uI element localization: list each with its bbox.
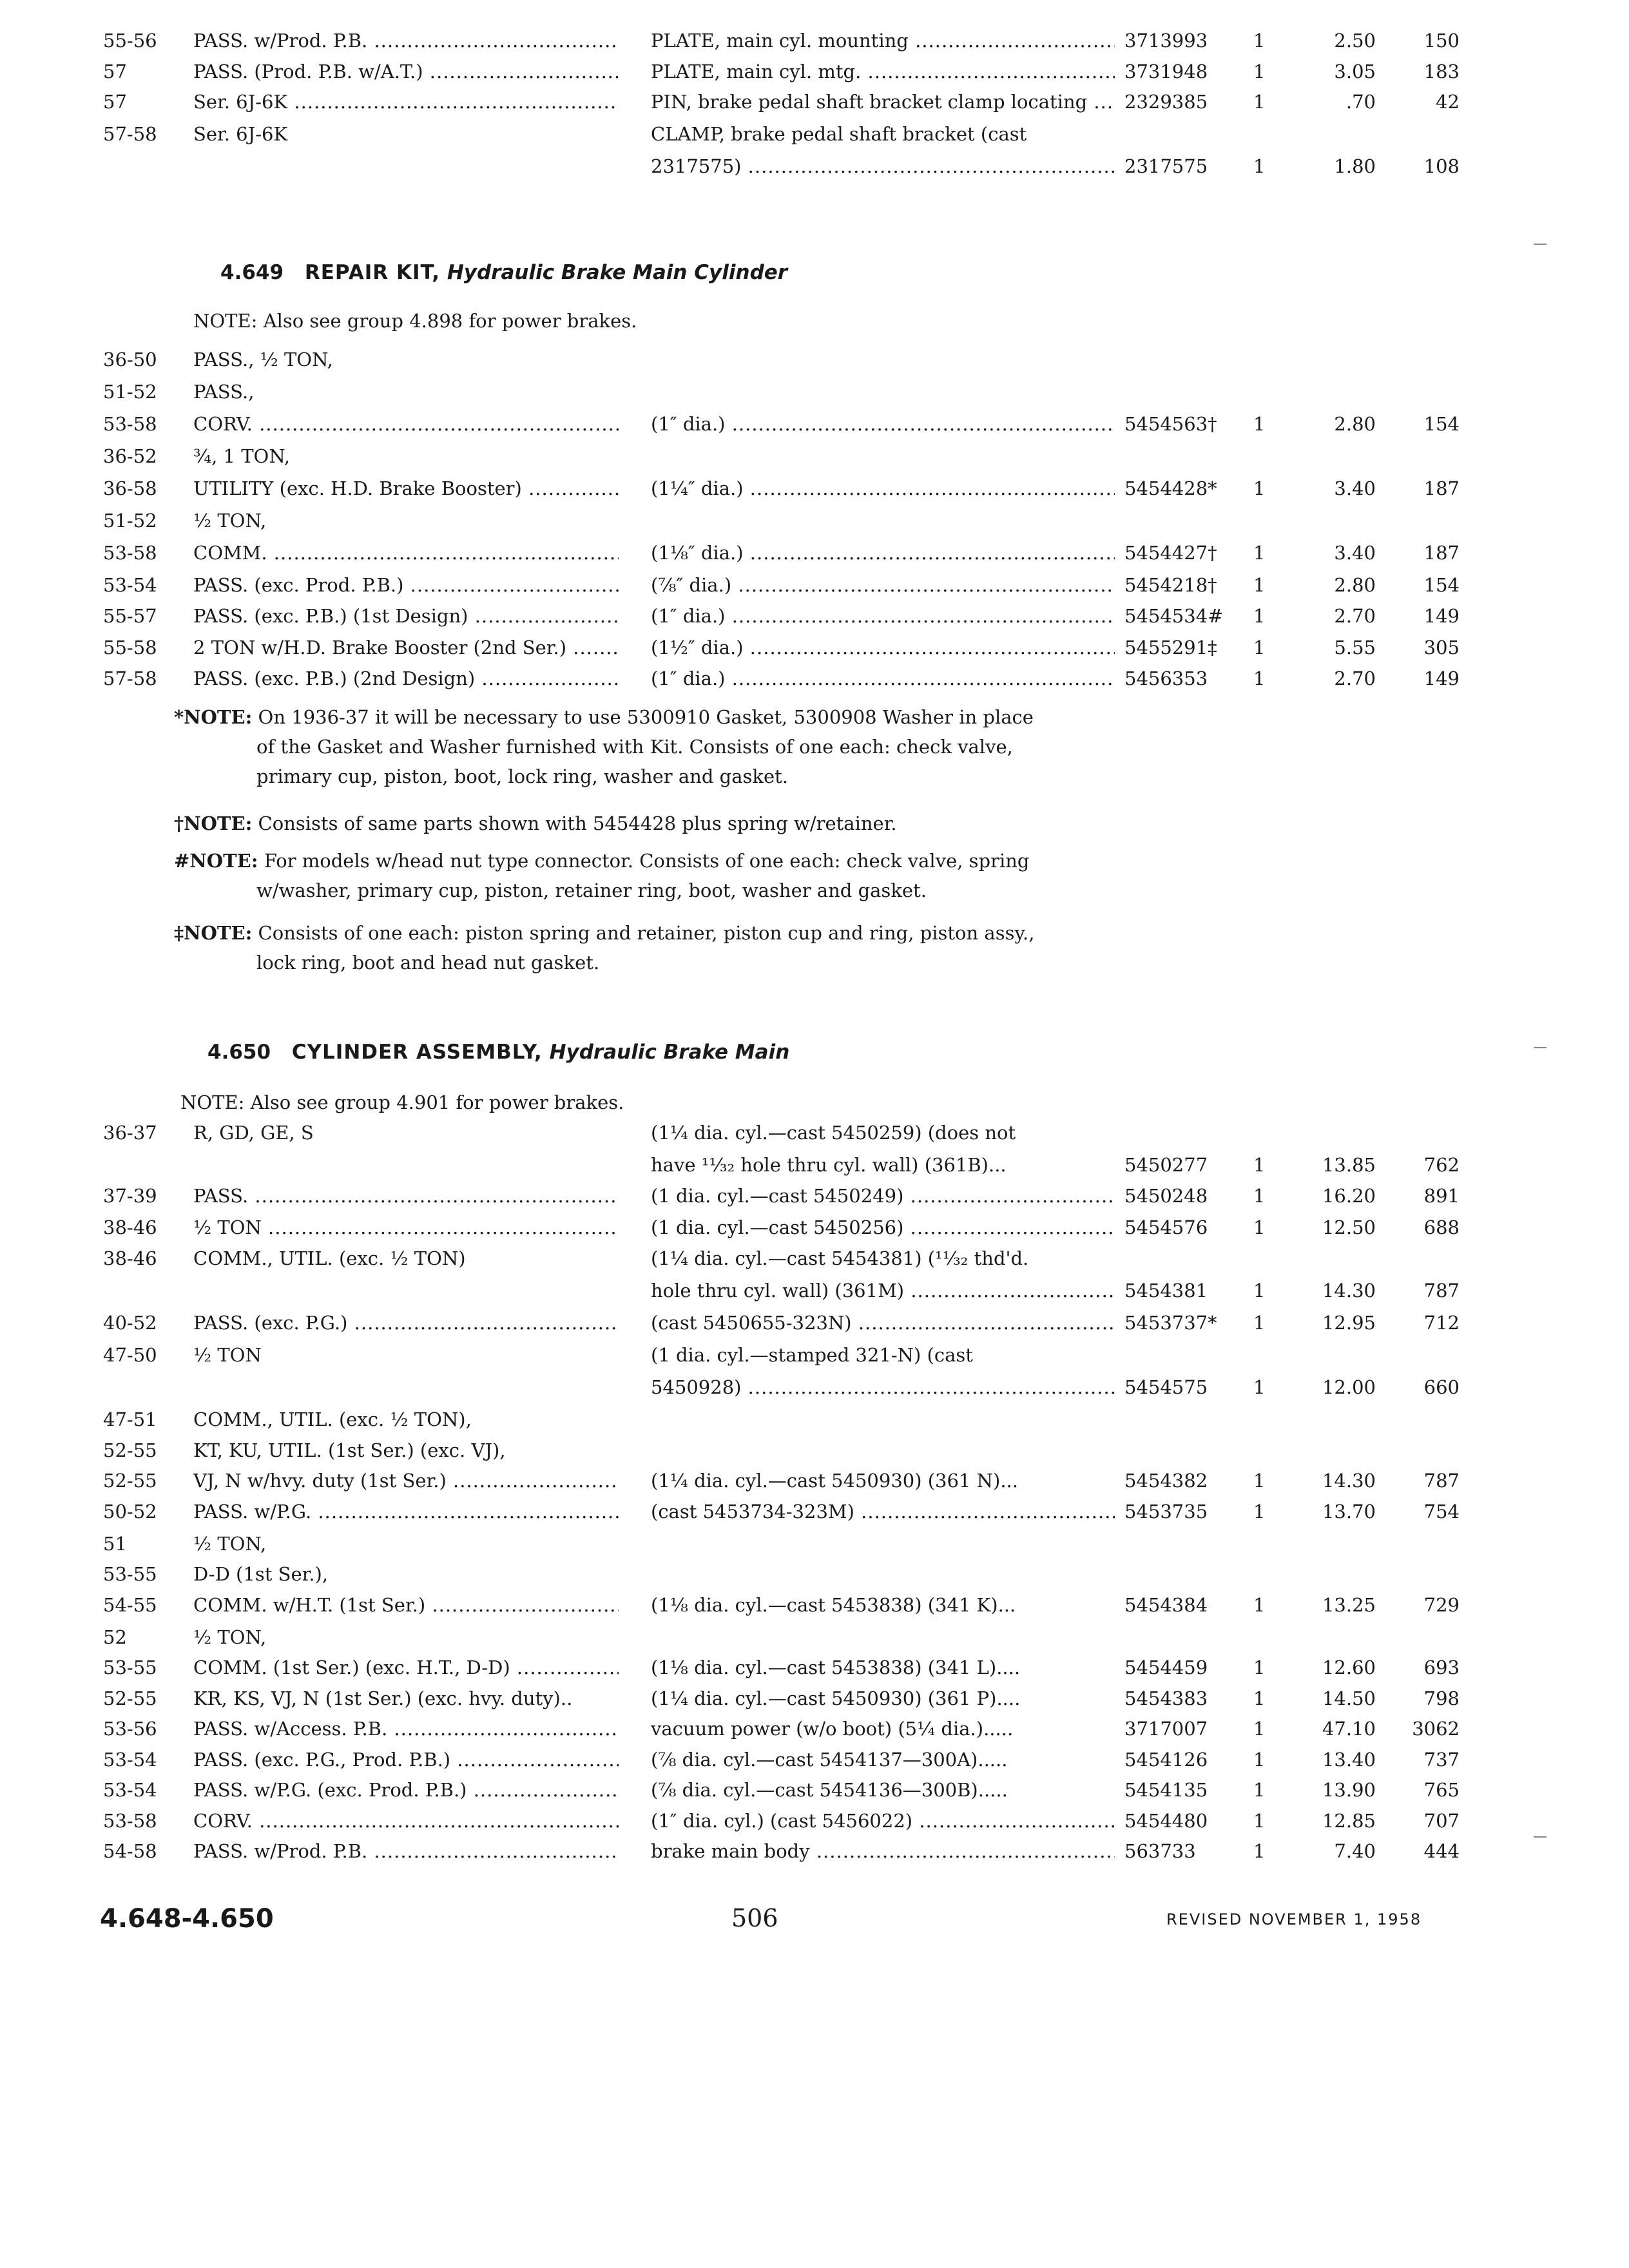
year-range: 36-50	[103, 349, 157, 370]
table-row	[0, 601, 1629, 631]
dealer-price: 13.90	[1322, 1779, 1376, 1801]
part-number: 5454576	[1124, 1216, 1208, 1238]
part-number: 3713993	[1124, 30, 1208, 52]
dealer-price: 12.00	[1322, 1376, 1376, 1398]
year-range: 55-58	[103, 637, 157, 658]
year-range: 57-58	[103, 123, 157, 145]
part-description: (⅞″ dia.) .....	[651, 570, 1115, 600]
year-range: 53-55	[103, 1563, 157, 1585]
footnote-text: For models w/head nut type connector. Consists of one each: check valve, spring	[264, 850, 1030, 872]
list-price: 688	[1423, 1216, 1460, 1238]
part-description: (cast 5453734-323M) .....	[651, 1497, 1115, 1526]
model-application: COMM. (1st Ser.) (exc. H.T., D-D) .....	[193, 1653, 619, 1682]
footnote	[174, 846, 1115, 905]
quantity: 1	[1253, 1749, 1266, 1771]
table-row	[0, 409, 1629, 439]
dealer-price: 7.40	[1334, 1840, 1376, 1862]
list-price: 712	[1423, 1312, 1460, 1334]
model-application: ½ TON,	[193, 510, 267, 532]
part-number: 5455291‡	[1124, 637, 1217, 658]
section-note: NOTE: Also see group 4.898 for power brakes.	[193, 310, 637, 332]
dealer-price: 14.30	[1322, 1470, 1376, 1492]
dealer-price: 12.85	[1322, 1810, 1376, 1832]
part-number: 5454126	[1124, 1749, 1208, 1771]
quantity: 1	[1253, 1779, 1266, 1801]
dealer-price: 2.50	[1334, 30, 1376, 52]
part-number: 5453735	[1124, 1501, 1208, 1523]
table-row	[0, 1836, 1629, 1866]
part-description: (1″ dia.) .....	[651, 409, 1115, 439]
part-description: (1¼ dia. cyl.—cast 5454381) (¹¹⁄₃₂ thd'd.	[651, 1247, 1029, 1269]
table-row	[0, 1436, 1629, 1465]
model-application: ½ TON,	[193, 1626, 267, 1648]
dealer-price: 12.95	[1322, 1312, 1376, 1334]
year-range: 55-56	[103, 30, 157, 52]
margin-mark	[1534, 1047, 1547, 1048]
table-row	[0, 664, 1629, 693]
table-row	[0, 151, 1629, 181]
model-application: PASS. (exc. P.G., Prod. P.B.) .....	[193, 1745, 619, 1774]
table-row	[0, 1150, 1629, 1180]
model-application: PASS. (exc. P.B.) (2nd Design) .....	[193, 664, 619, 693]
year-range: 53-54	[103, 574, 157, 596]
footnote	[174, 809, 1115, 838]
model-application: PASS. w/P.G. .....	[193, 1497, 619, 1526]
table-row	[0, 1181, 1629, 1211]
footnote-marker: *NOTE:	[174, 706, 253, 728]
model-application: COMM., UTIL. (exc. ½ TON)	[193, 1247, 466, 1269]
year-range: 57	[103, 61, 127, 82]
section-title-caps: CYLINDER ASSEMBLY,	[291, 1041, 543, 1064]
year-range: 53-54	[103, 1749, 157, 1771]
list-price: 754	[1423, 1501, 1460, 1523]
dealer-price: 3.40	[1334, 477, 1376, 499]
part-description: (1″ dia.) .....	[651, 664, 1115, 693]
list-price: 444	[1423, 1840, 1460, 1862]
part-description: (1¼ dia. cyl.—cast 5450930) (361 N)...	[651, 1470, 1018, 1492]
model-application: PASS.,	[193, 381, 255, 403]
quantity: 1	[1253, 542, 1266, 564]
quantity: 1	[1253, 1280, 1266, 1302]
list-price: 149	[1423, 668, 1460, 689]
part-number: 5454480	[1124, 1810, 1208, 1832]
part-number: 5450277	[1124, 1154, 1208, 1176]
part-number: 5456353	[1124, 668, 1208, 689]
list-price: 187	[1423, 477, 1460, 499]
part-number: 5454218†	[1124, 574, 1217, 596]
part-description: (1″ dia.) .....	[651, 601, 1115, 631]
year-range: 52-55	[103, 1470, 157, 1492]
quantity: 1	[1253, 1810, 1266, 1832]
table-row	[0, 119, 1629, 149]
quantity: 1	[1253, 605, 1266, 627]
table-row	[0, 1590, 1629, 1620]
year-range: 53-56	[103, 1718, 157, 1740]
year-range: 36-52	[103, 445, 157, 467]
footnote-text: On 1936-37 it will be necessary to use 5300910 Gasket, 5300908 Washer in place	[258, 706, 1034, 728]
dealer-price: 2.80	[1334, 574, 1376, 596]
table-row	[0, 633, 1629, 662]
dealer-price: 13.85	[1322, 1154, 1376, 1176]
table-row	[0, 87, 1629, 117]
list-price: 183	[1423, 61, 1460, 82]
model-application: PASS. (exc. P.G.) .....	[193, 1308, 619, 1338]
footnote-text: w/washer, primary cup, piston, retainer ring, boot, washer and gasket.	[256, 879, 927, 901]
page-number: 506	[731, 1904, 778, 1932]
year-range: 57-58	[103, 668, 157, 689]
dealer-price: 13.70	[1322, 1501, 1376, 1523]
list-price: 787	[1423, 1470, 1460, 1492]
list-price: 762	[1423, 1154, 1460, 1176]
part-number: 5454563†	[1124, 413, 1217, 435]
year-range: 36-37	[103, 1122, 157, 1144]
part-description: (1¼″ dia.) .....	[651, 474, 1115, 503]
part-description: have ¹¹⁄₃₂ hole thru cyl. wall) (361B)...	[651, 1154, 1007, 1176]
quantity: 1	[1253, 1501, 1266, 1523]
part-number: 2329385	[1124, 91, 1208, 113]
part-number: 5454382	[1124, 1470, 1208, 1492]
dealer-price: .70	[1345, 91, 1376, 113]
part-number: 5454384	[1124, 1594, 1208, 1616]
footnote-marker: †NOTE:	[174, 812, 253, 834]
year-range: 53-54	[103, 1779, 157, 1801]
quantity: 1	[1253, 1594, 1266, 1616]
part-description: 2317575) .....	[651, 151, 1115, 181]
footnote-text: lock ring, boot and head nut gasket.	[256, 952, 600, 974]
margin-mark	[1534, 244, 1547, 245]
table-row	[0, 1529, 1629, 1559]
part-number: 3731948	[1124, 61, 1208, 82]
table-row	[0, 1497, 1629, 1526]
dealer-price: 16.20	[1322, 1185, 1376, 1207]
year-range: 36-58	[103, 477, 157, 499]
part-description: 5450928) .....	[651, 1372, 1115, 1402]
footnote-marker: ‡NOTE:	[174, 922, 253, 944]
part-number: 2317575	[1124, 155, 1208, 177]
part-description: (1″ dia. cyl.) (cast 5456022) .....	[651, 1806, 1115, 1836]
section-number: 4.649	[220, 261, 284, 284]
model-application: COMM., UTIL. (exc. ½ TON),	[193, 1408, 472, 1430]
table-row	[0, 26, 1629, 55]
year-range: 51-52	[103, 510, 157, 532]
table-row	[0, 1775, 1629, 1805]
table-row	[0, 538, 1629, 568]
model-application: PASS. .....	[193, 1181, 619, 1211]
part-description: (1⅛″ dia.) .....	[651, 538, 1115, 568]
model-application: PASS. w/Prod. P.B. .....	[193, 26, 619, 55]
dealer-price: 13.25	[1322, 1594, 1376, 1616]
quantity: 1	[1253, 155, 1266, 177]
list-price: 154	[1423, 574, 1460, 596]
table-row	[0, 1276, 1629, 1305]
section-title-caps: REPAIR KIT,	[304, 261, 441, 284]
table-row	[0, 1806, 1629, 1836]
model-application: KT, KU, UTIL. (1st Ser.) (exc. VJ),	[193, 1439, 506, 1461]
part-number: 5454381	[1124, 1280, 1208, 1302]
quantity: 1	[1253, 1470, 1266, 1492]
list-price: 3062	[1412, 1718, 1460, 1740]
table-row	[0, 1372, 1629, 1402]
section-title-rest: Hydraulic Brake Main Cylinder	[447, 261, 788, 284]
dealer-price: 1.80	[1334, 155, 1376, 177]
part-number: 5453737*	[1124, 1312, 1217, 1334]
list-price: 154	[1423, 413, 1460, 435]
quantity: 1	[1253, 477, 1266, 499]
part-number: 563733	[1124, 1840, 1196, 1862]
model-application: COMM. w/H.T. (1st Ser.) .....	[193, 1590, 619, 1620]
dealer-price: 5.55	[1334, 637, 1376, 658]
model-application: ½ TON .....	[193, 1213, 619, 1242]
part-description: vacuum power (w/o boot) (5¼ dia.).....	[651, 1718, 1014, 1740]
model-application: PASS., ½ TON,	[193, 349, 333, 370]
table-row	[0, 1653, 1629, 1682]
list-price: 150	[1423, 30, 1460, 52]
part-number: 5454459	[1124, 1657, 1208, 1678]
dealer-price: 3.40	[1334, 542, 1376, 564]
part-description: brake main body .....	[651, 1836, 1115, 1866]
quantity: 1	[1253, 1312, 1266, 1334]
dealer-price: 12.60	[1322, 1657, 1376, 1678]
part-description: (1 dia. cyl.—cast 5450249) .....	[651, 1181, 1115, 1211]
model-application: KR, KS, VJ, N (1st Ser.) (exc. hvy. duty)..	[193, 1687, 573, 1709]
table-row	[0, 1213, 1629, 1242]
list-price: 305	[1423, 637, 1460, 658]
model-application: PASS. w/Access. P.B. .....	[193, 1714, 619, 1744]
list-price: 729	[1423, 1594, 1460, 1616]
table-row	[0, 1684, 1629, 1713]
year-range: 38-46	[103, 1247, 157, 1269]
table-row	[0, 1405, 1629, 1434]
model-application: 2 TON w/H.D. Brake Booster (2nd Ser.) .....	[193, 633, 619, 662]
table-row	[0, 377, 1629, 407]
footnote	[174, 702, 1115, 791]
part-description: (cast 5450655-323N) .....	[651, 1308, 1115, 1338]
table-row	[0, 441, 1629, 471]
year-range: 53-55	[103, 1657, 157, 1678]
year-range: 54-58	[103, 1840, 157, 1862]
quantity: 1	[1253, 1154, 1266, 1176]
year-range: 51	[103, 1533, 127, 1555]
table-row	[0, 1714, 1629, 1744]
model-application: COMM. .....	[193, 538, 619, 568]
footnote-text: of the Gasket and Washer furnished with Kit. Consists of one each: check valve,	[256, 736, 1013, 758]
list-price: 42	[1436, 91, 1460, 113]
part-number: 5454534#	[1124, 605, 1224, 627]
model-application: ½ TON	[193, 1344, 262, 1366]
model-application: UTILITY (exc. H.D. Brake Booster) .....	[193, 474, 619, 503]
model-application: CORV. .....	[193, 409, 619, 439]
year-range: 53-58	[103, 542, 157, 564]
part-description: hole thru cyl. wall) (361M) .....	[651, 1276, 1115, 1305]
year-range: 52-55	[103, 1687, 157, 1709]
model-application: PASS. w/Prod. P.B. .....	[193, 1836, 619, 1866]
dealer-price: 14.50	[1322, 1687, 1376, 1709]
table-row	[0, 1745, 1629, 1774]
list-price: 149	[1423, 605, 1460, 627]
model-application: Ser. 6J-6K .....	[193, 87, 619, 117]
model-application: PASS. w/P.G. (exc. Prod. P.B.) .....	[193, 1775, 619, 1805]
year-range: 51-52	[103, 381, 157, 403]
list-price: 693	[1423, 1657, 1460, 1678]
year-range: 50-52	[103, 1501, 157, 1523]
list-price: 108	[1423, 155, 1460, 177]
model-application: ¾, 1 TON,	[193, 445, 291, 467]
model-application: CORV. .....	[193, 1806, 619, 1836]
footnote-text: Consists of one each: piston spring and retainer, piston cup and ring, piston assy.,	[258, 922, 1035, 944]
footnote-text: primary cup, piston, boot, lock ring, washer and gasket.	[256, 765, 788, 787]
part-description: PLATE, main cyl. mtg. .....	[651, 57, 1115, 86]
list-price: 187	[1423, 542, 1460, 564]
dealer-price: 13.40	[1322, 1749, 1376, 1771]
part-number: 5454427†	[1124, 542, 1217, 564]
part-description: PLATE, main cyl. mounting .....	[651, 26, 1115, 55]
quantity: 1	[1253, 637, 1266, 658]
table-row	[0, 1466, 1629, 1495]
dealer-price: 2.80	[1334, 413, 1376, 435]
model-application: PASS. (exc. Prod. P.B.) .....	[193, 570, 619, 600]
table-row	[0, 1308, 1629, 1338]
quantity: 1	[1253, 91, 1266, 113]
dealer-price: 2.70	[1334, 605, 1376, 627]
table-row	[0, 1622, 1629, 1652]
dealer-price: 3.05	[1334, 61, 1376, 82]
year-range: 37-39	[103, 1185, 157, 1207]
part-description: (1⅛ dia. cyl.—cast 5453838) (341 K)...	[651, 1594, 1016, 1616]
table-row	[0, 570, 1629, 600]
section-heading-4649	[220, 261, 787, 284]
list-price: 737	[1423, 1749, 1460, 1771]
part-number: 5454428*	[1124, 477, 1217, 499]
section-title-rest: Hydraulic Brake Main	[549, 1041, 790, 1064]
part-description: PIN, brake pedal shaft bracket clamp locating .....	[651, 87, 1115, 117]
part-number: 5454575	[1124, 1376, 1208, 1398]
part-description: (1 dia. cyl.—cast 5450256) .....	[651, 1213, 1115, 1242]
part-description: (1 dia. cyl.—stamped 321-N) (cast	[651, 1344, 973, 1366]
quantity: 1	[1253, 1657, 1266, 1678]
table-row	[0, 1244, 1629, 1273]
model-application: PASS. (Prod. P.B. w/A.T.) .....	[193, 57, 619, 86]
year-range: 47-50	[103, 1344, 157, 1366]
part-description: (⅞ dia. cyl.—cast 5454137—300A).....	[651, 1749, 1008, 1771]
model-application: ½ TON,	[193, 1533, 267, 1555]
model-application: D-D (1st Ser.),	[193, 1563, 329, 1585]
list-price: 765	[1423, 1779, 1460, 1801]
quantity: 1	[1253, 574, 1266, 596]
year-range: 47-51	[103, 1408, 157, 1430]
list-price: 660	[1423, 1376, 1460, 1398]
year-range: 40-52	[103, 1312, 157, 1334]
part-description: (1½″ dia.) .....	[651, 633, 1115, 662]
year-range: 52	[103, 1626, 127, 1648]
quantity: 1	[1253, 1840, 1266, 1862]
quantity: 1	[1253, 668, 1266, 689]
table-row	[0, 345, 1629, 374]
year-range: 54-55	[103, 1594, 157, 1616]
quantity: 1	[1253, 1718, 1266, 1740]
list-price: 891	[1423, 1185, 1460, 1207]
model-application: R, GD, GE, S	[193, 1122, 314, 1144]
quantity: 1	[1253, 30, 1266, 52]
part-description: (1¼ dia. cyl.—cast 5450259) (does not	[651, 1122, 1016, 1144]
model-application: Ser. 6J-6K	[193, 123, 288, 145]
dealer-price: 47.10	[1322, 1718, 1376, 1740]
year-range: 53-58	[103, 1810, 157, 1832]
year-range: 53-58	[103, 413, 157, 435]
table-row	[0, 57, 1629, 86]
section-heading-4650	[207, 1041, 789, 1064]
part-description: CLAMP, brake pedal shaft bracket (cast	[651, 123, 1027, 145]
year-range: 38-46	[103, 1216, 157, 1238]
list-price: 787	[1423, 1280, 1460, 1302]
list-price: 798	[1423, 1687, 1460, 1709]
page-group-range: 4.648-4.650	[100, 1904, 274, 1934]
year-range: 57	[103, 91, 127, 113]
section-note: NOTE: Also see group 4.901 for power brakes.	[180, 1091, 624, 1113]
part-description: (1⅛ dia. cyl.—cast 5453838) (341 L)....	[651, 1657, 1021, 1678]
part-description: (1¼ dia. cyl.—cast 5450930) (361 P)....	[651, 1687, 1021, 1709]
part-description: (⅞ dia. cyl.—cast 5454136—300B).....	[651, 1779, 1008, 1801]
margin-mark	[1534, 1836, 1547, 1838]
quantity: 1	[1253, 1376, 1266, 1398]
quantity: 1	[1253, 1216, 1266, 1238]
dealer-price: 14.30	[1322, 1280, 1376, 1302]
table-row	[0, 474, 1629, 503]
part-number: 3717007	[1124, 1718, 1208, 1740]
footnote-text: Consists of same parts shown with 5454428 plus spring w/retainer.	[258, 812, 897, 834]
quantity: 1	[1253, 413, 1266, 435]
quantity: 1	[1253, 1185, 1266, 1207]
model-application: PASS. (exc. P.B.) (1st Design) .....	[193, 601, 619, 631]
footnote	[174, 918, 1115, 977]
table-row	[0, 506, 1629, 535]
table-row	[0, 1340, 1629, 1370]
section-number: 4.650	[207, 1041, 271, 1064]
revision-date: REVISED NOVEMBER 1, 1958	[1166, 1910, 1422, 1928]
year-range: 52-55	[103, 1439, 157, 1461]
table-row	[0, 1559, 1629, 1589]
part-number: 5454383	[1124, 1687, 1208, 1709]
dealer-price: 12.50	[1322, 1216, 1376, 1238]
footnote-marker: #NOTE:	[174, 850, 258, 872]
year-range: 55-57	[103, 605, 157, 627]
table-row	[0, 1118, 1629, 1148]
part-number: 5454135	[1124, 1779, 1208, 1801]
part-number: 5450248	[1124, 1185, 1208, 1207]
model-application: VJ, N w/hvy. duty (1st Ser.) .....	[193, 1466, 619, 1495]
quantity: 1	[1253, 61, 1266, 82]
dealer-price: 2.70	[1334, 668, 1376, 689]
list-price: 707	[1423, 1810, 1460, 1832]
quantity: 1	[1253, 1687, 1266, 1709]
